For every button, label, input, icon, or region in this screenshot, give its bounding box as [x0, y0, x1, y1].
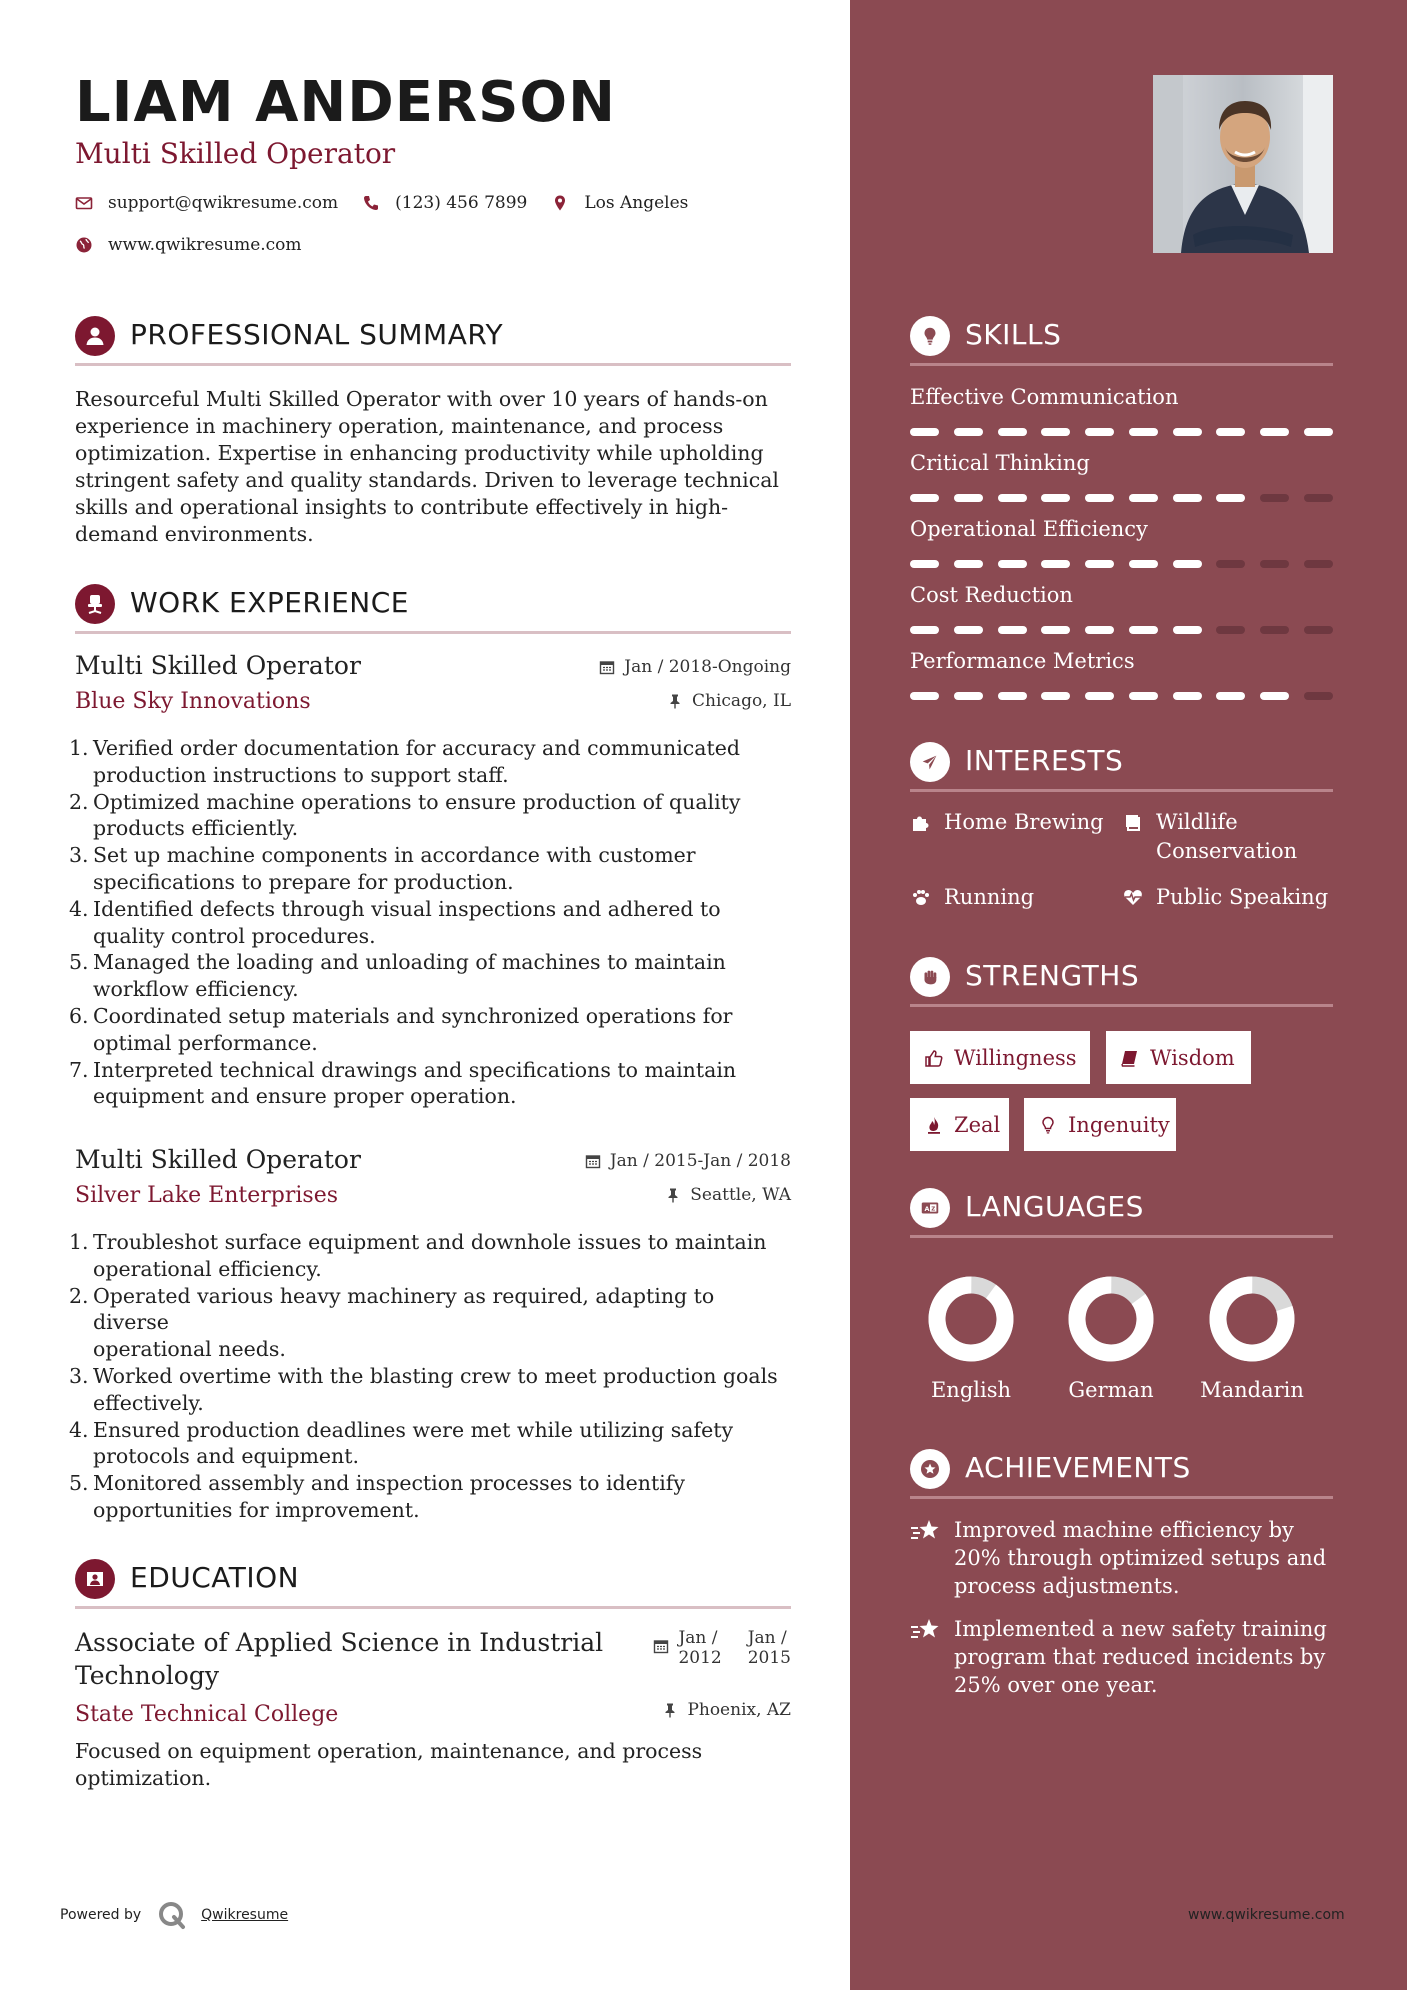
skill-dash	[910, 692, 939, 700]
skill-dash	[998, 626, 1027, 634]
map-pin-icon	[551, 194, 569, 212]
duty-item	[69, 1283, 795, 1363]
duty-line: Identified defects through visual inspections and adhered to	[93, 896, 721, 921]
duty-item	[69, 896, 795, 950]
skill-item	[910, 385, 1333, 409]
phone-icon	[362, 194, 380, 212]
job-title: Multi Skilled Operator	[75, 651, 361, 680]
job-duties	[69, 735, 795, 1110]
skill-dash	[1041, 428, 1070, 436]
company-name: Blue Sky Innovations	[75, 689, 311, 714]
duty-line: Monitored assembly and inspection processes to identify	[93, 1471, 685, 1496]
skill-dash	[1085, 626, 1114, 634]
duty-number: 7.	[69, 1057, 89, 1082]
duty-number: 1.	[69, 1230, 89, 1254]
achievement-text: Implemented a new safety training program that reduced incidents by 25% over one year.	[954, 1617, 1327, 1697]
education-dates	[653, 1628, 791, 1668]
skill-dash	[910, 428, 939, 436]
duty-number: 5.	[69, 1471, 89, 1496]
language-item	[1197, 1274, 1307, 1402]
skill-dash	[1085, 560, 1114, 568]
skill-name: Operational Efficiency	[910, 517, 1148, 541]
skill-dash	[954, 692, 983, 700]
degree-line: Associate of Applied Science in Industrial	[75, 1628, 604, 1657]
interest-label: Running	[944, 885, 1035, 909]
strength-label: Wisdom	[1150, 1045, 1235, 1070]
star-badge-icon	[910, 1449, 950, 1489]
duty-number: 2.	[69, 1283, 89, 1308]
duty-number: 4.	[69, 1417, 89, 1442]
skill-dash	[998, 692, 1027, 700]
skill-dash	[1129, 692, 1158, 700]
skills-header	[910, 316, 1333, 366]
pushpin-icon	[667, 693, 683, 709]
candidate-title: Multi Skilled Operator	[75, 137, 396, 170]
shooting-star-icon	[910, 1617, 942, 1643]
interest-item	[910, 883, 1110, 912]
book-icon	[1122, 811, 1144, 833]
interest-item	[910, 808, 1110, 837]
skill-dash	[910, 626, 939, 634]
duty-line: Set up machine components in accordance with customer	[93, 843, 696, 868]
skill-dash	[1304, 494, 1333, 502]
experience-header	[75, 584, 791, 634]
job-date-text: Jan / 2018-Ongoing	[624, 657, 791, 677]
skill-dash	[954, 494, 983, 502]
end-date	[748, 1628, 791, 1668]
strength-tag	[910, 1031, 1090, 1084]
language-item	[1056, 1274, 1166, 1402]
thumbs-up-icon	[924, 1048, 944, 1068]
duty-line: optimal performance.	[93, 1030, 318, 1055]
skill-item	[910, 649, 1333, 673]
skill-dash	[1216, 560, 1245, 568]
skill-dash	[1216, 494, 1245, 502]
website-row	[75, 235, 326, 255]
end-year: 2015	[747, 1648, 791, 1668]
skill-dash	[1216, 626, 1245, 634]
contact-row	[75, 193, 712, 213]
skill-name: Effective Communication	[910, 385, 1179, 409]
duty-line: Optimized machine operations to ensure production of quality	[93, 789, 741, 814]
degree-title	[75, 1626, 603, 1692]
skill-dash	[1041, 626, 1070, 634]
job-location-text: Seattle, WA	[690, 1185, 791, 1205]
skill-dash	[1260, 560, 1289, 568]
skill-dash	[1173, 494, 1202, 502]
interest-label: Public Speaking	[1156, 885, 1329, 909]
duty-number: 1.	[69, 736, 89, 760]
language-icon	[910, 1188, 950, 1228]
skill-dash	[910, 494, 939, 502]
achievements-title: ACHIEVEMENTS	[965, 1451, 1191, 1484]
duty-line: Verified order documentation for accuracy and communicated	[93, 736, 740, 760]
calendar-icon	[599, 659, 615, 675]
strength-label: Ingenuity	[1068, 1112, 1170, 1137]
footer-url[interactable]: www.qwikresume.com	[1188, 1907, 1345, 1923]
duty-line: Worked overtime with the blasting crew to meet production goals	[93, 1363, 778, 1388]
graduate-icon	[75, 1559, 115, 1599]
strengths-header	[910, 957, 1333, 1007]
calendar-icon	[653, 1638, 669, 1654]
strength-label: Zeal	[954, 1112, 1001, 1137]
duty-line: effectively.	[93, 1390, 204, 1415]
skill-dash	[1216, 428, 1245, 436]
duty-line: specifications to prepare for production.	[93, 869, 514, 894]
duty-line: products efficiently.	[93, 816, 299, 841]
duty-item	[69, 949, 795, 1003]
duty-line: Ensured production deadlines were met while utilizing safety	[93, 1417, 734, 1442]
duty-item	[69, 1363, 795, 1417]
skill-dash	[1260, 428, 1289, 436]
duty-number: 2.	[69, 789, 89, 814]
duty-number: 3.	[69, 843, 89, 868]
duty-item	[69, 842, 795, 896]
language-ring	[1197, 1274, 1307, 1364]
skill-dash	[1085, 494, 1114, 502]
skill-dash	[1129, 494, 1158, 502]
job-title: Multi Skilled Operator	[75, 1145, 361, 1174]
skill-dash	[910, 560, 939, 568]
skill-dash	[1173, 428, 1202, 436]
svg-text:A: A	[924, 1205, 930, 1214]
pushpin-icon	[662, 1702, 678, 1718]
school-location-text: Phoenix, AZ	[687, 1700, 791, 1720]
skill-name: Cost Reduction	[910, 583, 1073, 607]
powered-by-text: Powered by	[60, 1907, 142, 1923]
globe-icon	[75, 236, 93, 254]
interests-header	[910, 742, 1333, 792]
language-ring-fill	[924, 1274, 1019, 1364]
interest-item	[1122, 883, 1342, 912]
skill-dash	[998, 428, 1027, 436]
skill-item	[910, 517, 1333, 541]
calendar-icon	[585, 1153, 601, 1169]
skills-title: SKILLS	[965, 318, 1062, 351]
office-chair-icon	[75, 584, 115, 624]
skill-dash	[1085, 692, 1114, 700]
job-location-text: Chicago, IL	[692, 691, 791, 711]
duty-line: operational needs.	[93, 1337, 286, 1362]
duty-line: Interpreted technical drawings and specifications to maintain	[93, 1057, 737, 1082]
skill-dash	[1260, 692, 1289, 700]
duty-item	[69, 735, 795, 789]
skill-dash	[998, 560, 1027, 568]
job-entry	[69, 1145, 791, 1522]
duty-line: production instructions to support staff.	[93, 762, 509, 787]
duty-line: protocols and equipment.	[93, 1444, 359, 1469]
pushpin-icon	[665, 1187, 681, 1203]
skill-rating	[910, 626, 1333, 635]
skill-dash	[1173, 626, 1202, 634]
achievement-item	[910, 1516, 1333, 1600]
degree-line: Technology	[75, 1661, 219, 1690]
education-entry	[75, 1626, 791, 1796]
skill-dash	[1129, 560, 1158, 568]
summary-header	[75, 316, 791, 366]
qwikresume-link[interactable]: Qwikresume	[201, 1907, 289, 1923]
achievements-header	[910, 1449, 1333, 1499]
skill-dash	[1173, 692, 1202, 700]
duty-line: opportunities for improvement.	[93, 1497, 420, 1522]
interests-title: INTERESTS	[965, 744, 1124, 777]
duty-number: 6.	[69, 1003, 89, 1028]
language-name: English	[930, 1378, 1012, 1402]
website-link[interactable]: www.qwikresume.com	[108, 235, 302, 255]
heartbeat-icon	[1122, 886, 1144, 908]
skill-dash	[1260, 494, 1289, 502]
fist-icon	[910, 957, 950, 997]
duty-line: quality control procedures.	[93, 923, 376, 948]
languages-title: LANGUAGES	[965, 1190, 1144, 1223]
svg-text:Z: Z	[931, 1206, 936, 1213]
job-entry	[69, 651, 791, 1121]
start-date	[678, 1628, 721, 1668]
language-ring-fill	[1064, 1274, 1159, 1364]
language-name: German	[1068, 1378, 1154, 1402]
skill-dash	[1129, 428, 1158, 436]
skill-dash	[1304, 692, 1333, 700]
lightbulb-icon	[910, 316, 950, 356]
qwikresume-logo-icon	[157, 1900, 187, 1930]
school-location	[662, 1700, 791, 1720]
skill-rating	[910, 494, 1333, 503]
skill-dash	[954, 560, 983, 568]
job-date	[599, 657, 791, 677]
interest-label: Wildlife Conservation	[1156, 810, 1298, 863]
email-link[interactable]: support@qwikresume.com	[108, 193, 339, 213]
duty-item	[69, 1057, 795, 1111]
languages-header	[910, 1188, 1333, 1238]
duty-line: workflow efficiency.	[93, 977, 299, 1002]
skill-dash	[1129, 626, 1158, 634]
job-duties	[69, 1229, 795, 1524]
skill-dash	[954, 626, 983, 634]
lightbulb-icon	[1038, 1115, 1058, 1135]
user-icon	[75, 316, 115, 356]
duty-item	[69, 1470, 795, 1524]
fire-icon	[924, 1115, 944, 1135]
job-location	[665, 1185, 791, 1205]
duty-line: Operated various heavy machinery as required, adapting to diverse	[93, 1283, 715, 1335]
duty-item	[69, 1003, 795, 1057]
achievement-text: Improved machine efficiency by 20% through optimized setups and process adjustments.	[954, 1518, 1327, 1598]
duty-line: Managed the loading and unloading of machines to maintain	[93, 950, 726, 975]
language-item	[916, 1274, 1026, 1402]
skill-dash	[1304, 428, 1333, 436]
skill-dash	[1085, 428, 1114, 436]
strength-tag	[910, 1098, 1009, 1151]
strengths-title: STRENGTHS	[965, 959, 1140, 992]
summary-title: PROFESSIONAL SUMMARY	[130, 318, 504, 351]
duty-number: 4.	[69, 896, 89, 921]
skill-dash	[1260, 626, 1289, 634]
duty-line: Troubleshot surface equipment and downhole issues to maintain	[93, 1230, 767, 1254]
paw-icon	[910, 886, 932, 908]
duty-number: 5.	[69, 950, 89, 975]
strength-tag	[1106, 1031, 1251, 1084]
skill-dash	[1041, 692, 1070, 700]
shooting-star-icon	[910, 1518, 942, 1544]
job-date	[585, 1151, 791, 1171]
puzzle-icon	[910, 811, 932, 833]
duty-item	[69, 1417, 795, 1471]
education-title: EDUCATION	[130, 1561, 300, 1594]
skill-name: Performance Metrics	[910, 649, 1135, 673]
skill-rating	[910, 560, 1333, 569]
location-text: Los Angeles	[584, 193, 689, 213]
footer-powered	[60, 1900, 288, 1930]
duty-line: equipment and ensure proper operation.	[93, 1084, 517, 1109]
skill-name: Critical Thinking	[910, 451, 1090, 475]
achievement-item	[910, 1615, 1333, 1699]
profile-photo	[1153, 75, 1333, 253]
school-name: State Technical College	[75, 1702, 339, 1727]
paper-plane-icon	[910, 742, 950, 782]
summary-text: Resourceful Multi Skilled Operator with over 10 years of hands-on experience in machinery operation, maintenance, and process optimization. Expertise in enhancing productivity while upholding stringent safety and quality standards. Driven to leverage technical skills and operational insights to contribute effectively in high-demand environments.	[75, 387, 779, 546]
candidate-name: LIAM ANDERSON	[75, 70, 616, 135]
strength-tag	[1024, 1098, 1176, 1151]
interest-label: Home Brewing	[944, 810, 1104, 834]
skill-dash	[1304, 560, 1333, 568]
envelope-icon	[75, 194, 93, 212]
skill-dash	[1041, 560, 1070, 568]
language-ring	[916, 1274, 1026, 1364]
skill-item	[910, 451, 1333, 475]
strength-label: Willingness	[954, 1045, 1077, 1070]
skill-item	[910, 583, 1333, 607]
skill-rating	[910, 428, 1333, 437]
duty-item	[69, 789, 795, 843]
book-icon	[1120, 1048, 1140, 1068]
language-ring	[1056, 1274, 1166, 1364]
language-name: Mandarin	[1200, 1378, 1304, 1402]
interest-item	[1122, 808, 1332, 866]
education-description: Focused on equipment operation, maintenance, and process optimization.	[75, 1739, 703, 1790]
experience-title: WORK EXPERIENCE	[130, 586, 409, 619]
skill-dash	[1173, 560, 1202, 568]
phone-text: (123) 456 7899	[395, 193, 528, 213]
skill-rating	[910, 692, 1333, 701]
duty-item	[69, 1229, 795, 1283]
duty-number: 3.	[69, 1363, 89, 1388]
skill-dash	[998, 494, 1027, 502]
start-year: 2012	[678, 1648, 722, 1668]
job-date-text: Jan / 2015-Jan / 2018	[609, 1151, 791, 1171]
skill-dash	[954, 428, 983, 436]
job-location	[667, 691, 791, 711]
start-month: Jan /	[678, 1628, 718, 1648]
skill-dash	[1041, 494, 1070, 502]
duty-line: Coordinated setup materials and synchronized operations for	[93, 1003, 733, 1028]
skill-dash	[1216, 692, 1245, 700]
company-name: Silver Lake Enterprises	[75, 1183, 339, 1208]
skill-dash	[1304, 626, 1333, 634]
end-month: Jan /	[747, 1628, 787, 1648]
education-header	[75, 1559, 791, 1609]
duty-line: operational efficiency.	[93, 1256, 322, 1281]
